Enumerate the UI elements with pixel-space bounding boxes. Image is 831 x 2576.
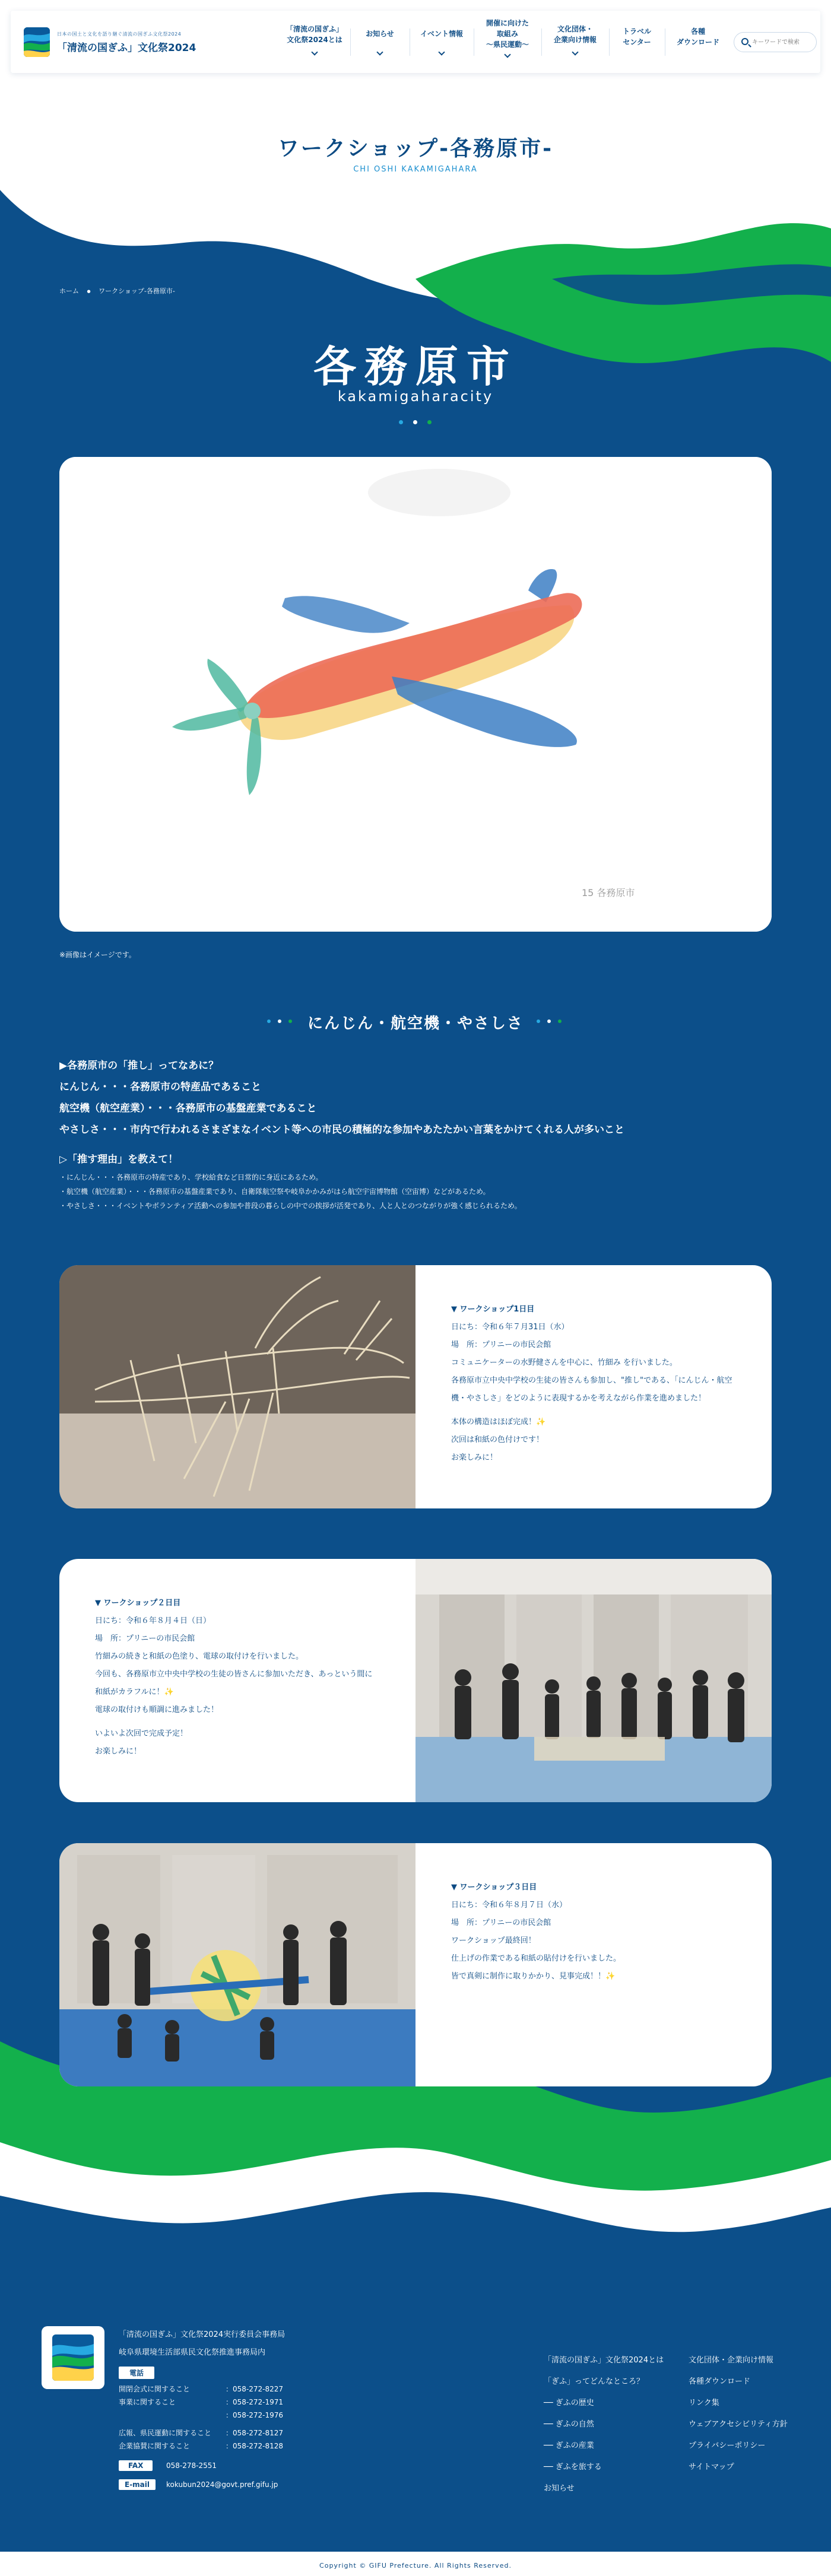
- footer-org-line: 「清流の国ぎふ」文化祭2024実行委員会事務局: [119, 2330, 286, 2339]
- workshop-title: ▼ ワークショップ２日目: [95, 1599, 181, 1608]
- footer-link-industry[interactable]: ── ぎふの産業: [544, 2441, 594, 2450]
- footer-link-links[interactable]: リンク集: [689, 2399, 719, 2407]
- footer-link-organizations[interactable]: 文化団体・企業向け情報: [689, 2356, 774, 2365]
- workshop-card-day1: [59, 1265, 772, 1508]
- nav-downloads-line2: ダウンロード: [676, 38, 719, 46]
- contact-phone[interactable]: ：058-272-8127: [226, 2429, 284, 2437]
- site-header: [11, 11, 820, 73]
- breadcrumb-current: ワークショップ-各務原市-: [99, 287, 175, 295]
- workshop-spacer: [451, 1408, 736, 1414]
- workshop-text-day2: [59, 1559, 415, 1802]
- reason-heading: ▷「推す理由」を教えて！: [59, 1154, 179, 1165]
- workshop-line: お楽しみに！: [95, 1747, 142, 1756]
- contact-row: [119, 2440, 451, 2453]
- image-caption: ※画像はイメージです。: [59, 951, 136, 959]
- nav-divider: [541, 28, 542, 56]
- page-title: ワークショップ-各務原市-: [277, 136, 554, 161]
- footer-link-gifu[interactable]: 「ぎふ」ってどんなところ？: [544, 2377, 645, 2386]
- contact-label: 事業に関すること: [119, 2398, 176, 2406]
- contact-phone[interactable]: ：058-272-1971: [226, 2398, 284, 2406]
- workshop-line: いよいよ次回で完成予定！: [95, 1729, 188, 1738]
- workshop-photo-day1: [59, 1265, 415, 1508]
- footer-link-news[interactable]: お知らせ: [544, 2484, 575, 2493]
- footer-org-line: 岐阜県環境生活部県民文化祭推進事務局内: [119, 2348, 266, 2357]
- copyright: Copyright © GIFU Prefecture. All Rights Reserved.: [319, 2562, 512, 2569]
- footer-link-privacy[interactable]: プライバシーポリシー: [689, 2441, 766, 2450]
- workshop-line: 今回も、各務原市立中央中学校の生徒の皆さんに参加いただき、あっという間に和紙がカラフルに！✨: [95, 1670, 373, 1697]
- workshop-line: 日にち：令和６年８月７日（水）: [451, 1901, 567, 1910]
- workshop-line: 次回は和紙の色付けです！: [451, 1435, 544, 1444]
- reason-line: ・航空機（航空産業）・・・各務原市の基盤産業であり、自衛隊航空祭や岐阜かかみがはら航空宇宙博物館（空宙博）などがあるため。: [59, 1187, 490, 1196]
- contact-label: 広報、県民運動に関すること: [119, 2429, 212, 2437]
- email-row: [119, 2477, 451, 2495]
- contact-row: [119, 2426, 451, 2440]
- contact-row: [119, 2409, 451, 2422]
- nav-initiatives-line3: 〜県民運動〜: [486, 40, 529, 49]
- city-title: 各務原市: [313, 342, 518, 392]
- nav-events[interactable]: [414, 28, 469, 55]
- workshop-line: 場 所：プリニーの市民会館: [451, 1341, 551, 1349]
- tel-badge: 電話: [119, 2367, 154, 2379]
- workshop-line: 皆で真剣に制作に取りかかり、見事完成！！✨: [451, 1972, 616, 1981]
- workshop-line: 場 所：プリニーの市民会館: [95, 1634, 195, 1643]
- chevron-down-icon: [376, 49, 383, 55]
- page-subtitle: CHI OSHI KAKAMIGAHARA: [353, 165, 478, 174]
- email-badge: E-mail: [119, 2479, 156, 2490]
- illustration-signature: 15 各務原市: [582, 887, 635, 898]
- footer-contact-info: [119, 2326, 451, 2495]
- fax-number: 058-278-2551: [166, 2461, 217, 2470]
- email-link[interactable]: kokubun2024@govt.pref.gifu.jp: [166, 2480, 278, 2489]
- contact-row: [119, 2383, 451, 2396]
- workshop-title: ▼ ワークショップ３日目: [451, 1883, 537, 1892]
- reason-line: ・やさしさ・・・イベントやボランティア活動への参加や普段の暮らしの中での挨拶が活発であり、人と人とのつながりが強く感じられるため。: [59, 1202, 522, 1210]
- fax-badge: FAX: [119, 2460, 153, 2471]
- breadcrumb-separator: ●: [87, 289, 91, 294]
- nav-travel-center[interactable]: [614, 26, 660, 47]
- logo-title: 「清流の国ぎふ」文化祭2024: [57, 42, 196, 54]
- intro-line: 航空機（航空産業）・・・各務原市の基盤産業であること: [59, 1103, 317, 1114]
- chevron-down-icon: [311, 49, 318, 55]
- search-input[interactable]: [752, 37, 811, 47]
- workshop-title: ▼ ワークショップ1日目: [451, 1305, 535, 1314]
- workshop-line: 場 所：プリニーの市民会館: [451, 1918, 551, 1927]
- footer-logo[interactable]: [42, 2326, 104, 2389]
- intro-line: やさしさ・・・市内で行われるさまざまなイベント等への市民の積極的な参加やあたたかい言葉をかけてくれる人が多いこと: [59, 1124, 624, 1136]
- nav-organizations-line1: 文化団体・: [557, 25, 593, 33]
- nav-organizations-line2: 企業向け情報: [553, 36, 597, 44]
- workshop-line: 電球の取付けも順調に進みました！: [95, 1705, 219, 1714]
- nav-events-label: イベント情報: [420, 30, 463, 38]
- footer-link-travel[interactable]: ── ぎふを旅する: [544, 2463, 602, 2472]
- chevron-down-icon: [572, 49, 578, 55]
- workshop-line: 竹細みの続きと和紙の色塗り、電球の取付けを行いました。: [95, 1652, 304, 1661]
- nav-about-line2: 文化祭2024とは: [287, 36, 342, 44]
- workshop-line: コミュニケーターの水野健さんを中心に、竹細み を行いました。: [451, 1358, 677, 1367]
- nav-travel-line2: センター: [623, 38, 651, 46]
- chevron-down-icon: [438, 49, 445, 55]
- city-subtitle: kakamigaharacity: [337, 388, 494, 405]
- footer-link-downloads[interactable]: 各種ダウンロード: [689, 2377, 751, 2386]
- workshop-line: お楽しみに！: [451, 1453, 498, 1462]
- footer-link-accessibility[interactable]: ウェブアクセシビリティ方針: [689, 2420, 788, 2429]
- workshop-card-day2: [59, 1559, 772, 1802]
- nav-divider: [609, 28, 610, 56]
- contact-phone[interactable]: ：058-272-8128: [226, 2442, 284, 2450]
- search-box[interactable]: [734, 32, 817, 52]
- nav-initiatives-line1: 開催に向けた: [486, 19, 529, 27]
- footer-link-history[interactable]: ── ぎふの歴史: [544, 2399, 594, 2407]
- footer-logo-mark-icon: [42, 2326, 104, 2389]
- nav-about-line1: 「清流の国ぎふ」: [286, 25, 343, 33]
- breadcrumb-home-link[interactable]: ホーム: [59, 287, 79, 295]
- nav-news[interactable]: [355, 28, 405, 55]
- intro-question: ▶各務原市の「推し」ってなあに？: [59, 1060, 219, 1072]
- workshop-text-day3: [415, 1843, 772, 2086]
- nav-initiatives-line2: 取組み: [496, 30, 518, 38]
- site-logo[interactable]: [24, 26, 214, 59]
- chevron-down-icon: [504, 51, 510, 58]
- nav-travel-line1: トラベル: [622, 27, 651, 36]
- section-title: にんじん・航空機・やさしさ: [307, 1015, 524, 1033]
- workshop-line: 各務原市立中央中学校の生徒の皆さんも参加し、"推し"である、「にんじん・航空機・やさしさ」をどのように表現するかを考えながら作業を進めました！: [451, 1376, 732, 1403]
- footer-link-about[interactable]: 「清流の国ぎふ」文化祭2024とは: [544, 2356, 664, 2365]
- contact-row: [119, 2396, 451, 2409]
- nav-divider: [350, 28, 351, 56]
- reason-line: ・にんじん・・・各務原市の特産であり、学校給食など日常的に身近にあるため。: [59, 1173, 323, 1181]
- contact-phone[interactable]: ：058-272-1976: [226, 2411, 284, 2419]
- nav-initiatives[interactable]: [478, 18, 537, 57]
- workshop-text-day1: [415, 1265, 772, 1508]
- logo-tagline: 日本の国土と文化を語り継ぐ清流の国ぎふ文化祭2024: [57, 31, 182, 37]
- workshop-card-day3: [59, 1843, 772, 2086]
- decorative-dots: [399, 420, 432, 426]
- workshop-line: 日にち：令和６年７月31日（水）: [451, 1323, 569, 1332]
- workshop-line: 日にち：令和６年８月４日（日）: [95, 1616, 211, 1625]
- contact-label: 企業協賛に関すること: [119, 2442, 191, 2450]
- footer-link-sitemap[interactable]: サイトマップ: [689, 2463, 734, 2472]
- logo-mark-icon: [24, 27, 50, 57]
- oshi-intro: [59, 1055, 772, 1213]
- airplane-illustration: [59, 457, 772, 932]
- workshop-photo-day2: [415, 1559, 772, 1802]
- nav-downloads-line1: 各種: [690, 27, 705, 36]
- workshop-line: 仕上げの作業である和紙の貼付けを行いました。: [451, 1954, 621, 1963]
- nav-downloads[interactable]: [670, 26, 727, 47]
- contact-phone[interactable]: ：058-272-8227: [226, 2385, 284, 2393]
- fax-row: [119, 2459, 451, 2476]
- contact-label: 開閉会式に関すること: [119, 2385, 191, 2393]
- workshop-spacer: [95, 1719, 380, 1725]
- workshop-line: 本体の構造はほぼ完成！✨: [451, 1418, 546, 1427]
- decorative-dots: [537, 1019, 565, 1024]
- intro-line: にんじん・・・各務原市の特産品であること: [59, 1081, 261, 1093]
- nav-organizations[interactable]: [546, 24, 604, 55]
- nav-news-label: お知らせ: [366, 30, 394, 38]
- search-icon[interactable]: [741, 38, 748, 45]
- nav-about[interactable]: [284, 24, 345, 55]
- workshop-line: ワークショップ最終回！: [451, 1936, 536, 1945]
- hero-image-card: [59, 457, 772, 932]
- workshop-photo-day3: [59, 1843, 415, 2086]
- breadcrumb: [59, 286, 181, 296]
- footer-link-nature[interactable]: ── ぎふの自然: [544, 2420, 594, 2429]
